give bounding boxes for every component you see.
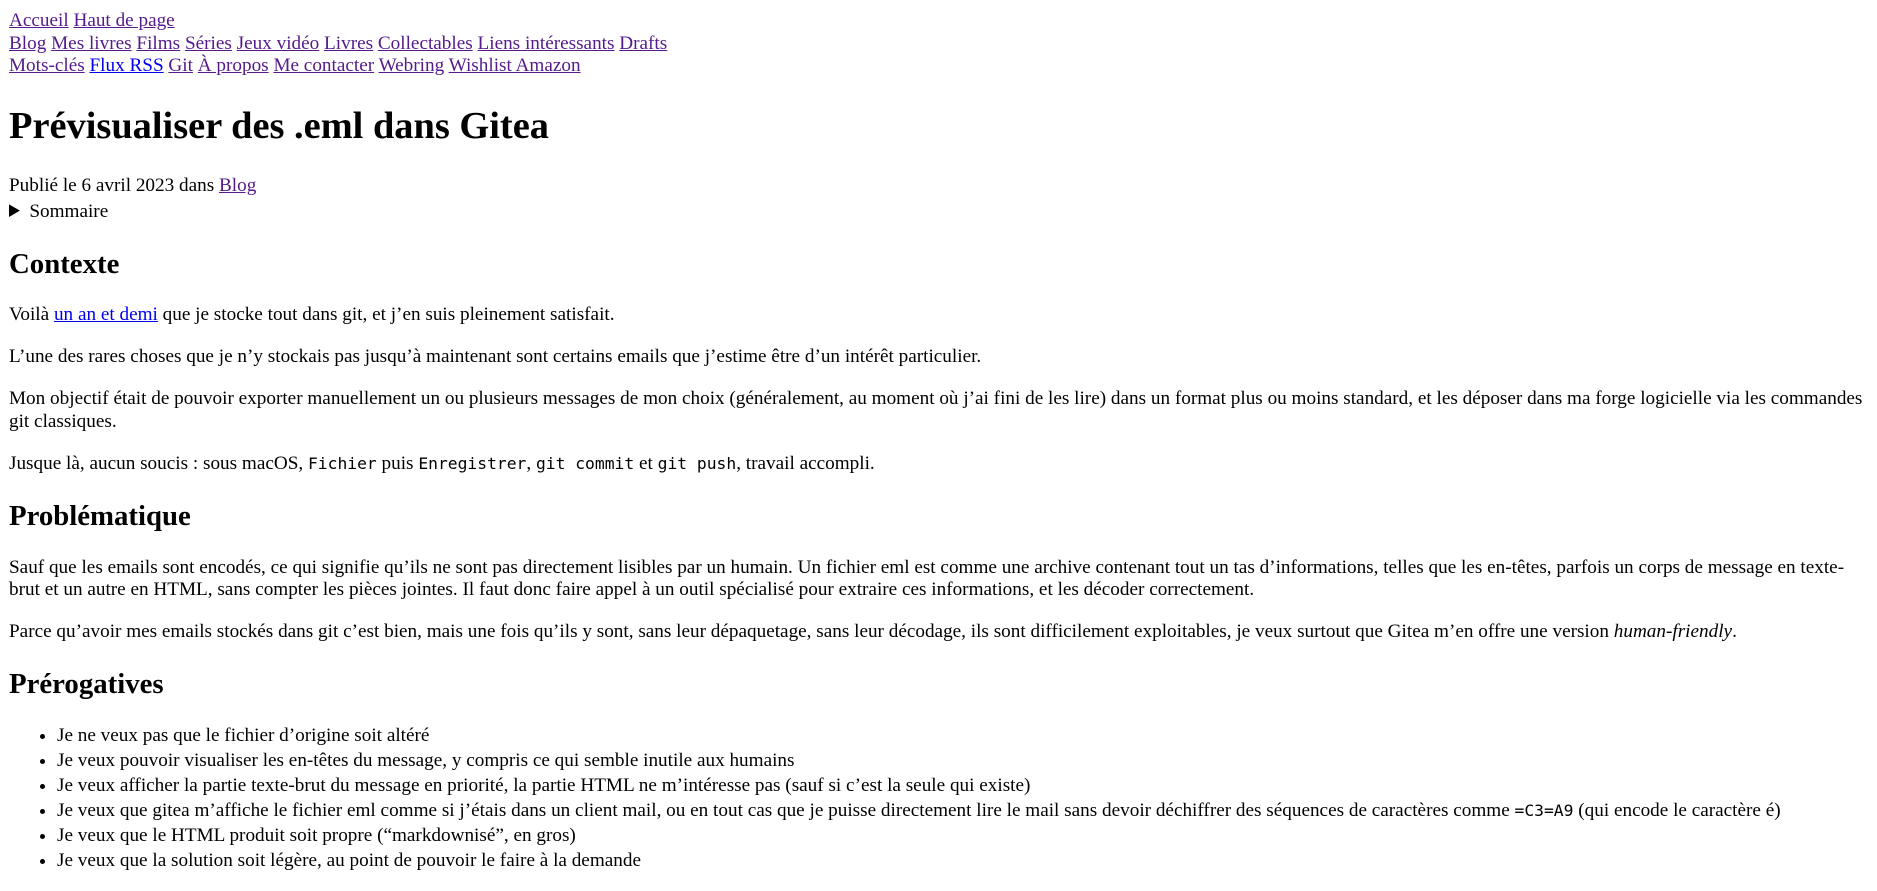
site-nav — [9, 10, 1868, 78]
emphasis-text: human-friendly — [1613, 621, 1733, 643]
list-item: • Je ne veux pas que le fichier d’origine soit altéré — [57, 725, 1868, 748]
nav-link-me-contacter[interactable]: Me contacter — [273, 55, 375, 77]
toc-summary-toggle[interactable]: Sommaire — [29, 200, 109, 222]
list-item: • Je veux que la solution soit légère, au point de pouvoir le faire à la demande — [57, 850, 1868, 873]
nav-link-liens-interessants[interactable]: Liens intéressants — [477, 32, 615, 54]
nav-link-mes-livres[interactable]: Mes livres — [51, 32, 132, 54]
inline-code: git commit — [535, 453, 635, 473]
article — [9, 104, 1868, 872]
inline-code: =C3=A9 — [1514, 800, 1574, 820]
published-meta: Publié le 6 avril 2023 dans Blog — [9, 175, 257, 197]
paragraph: Parce qu’avoir mes emails stockés dans git c’est bien, mais une fois qu’ils y sont, sans leur dépaquetage, sans leur décodage, ils sont difficilement exploitables, je veux surtout que Gitea m’en offre une version human-friendly. — [9, 621, 1737, 643]
nav-link-a-propos[interactable]: À propos — [197, 55, 269, 77]
nav-row-top — [9, 10, 1868, 33]
nav-link-livres[interactable]: Livres — [324, 32, 374, 54]
nav-link-haut-de-page[interactable]: Haut de page — [73, 10, 175, 31]
paragraph: L’une des rares choses que je n’y stockais pas jusqu’à maintenant sont certains emails que j’estime être d’un intérêt particulier. — [9, 346, 982, 368]
nav-link-jeux-video[interactable]: Jeux vidéo — [236, 32, 320, 54]
nav-row-meta — [9, 55, 1868, 78]
section-heading-prerogatives: Prérogatives — [9, 668, 164, 701]
section-heading-contexte: Contexte — [9, 248, 120, 281]
list-item: • Je veux pouvoir visualiser les en-têtes du message, y compris ce qui semble inutile aux humains — [57, 750, 1868, 773]
nav-link-webring[interactable]: Webring — [378, 55, 445, 77]
nav-link-flux-rss[interactable]: Flux RSS — [89, 55, 164, 77]
inline-code: Enregistrer — [418, 453, 527, 473]
inline-link[interactable]: Blog — [218, 175, 257, 197]
inline-link[interactable]: un an et demi — [53, 304, 158, 326]
paragraph: Voilà un an et demi que je stocke tout dans git, et j’en suis pleinement satisfait. — [9, 304, 615, 326]
inline-code: git push — [657, 453, 737, 473]
nav-link-blog[interactable]: Blog — [9, 32, 47, 54]
page-title: Prévisualiser des .eml dans Gitea — [9, 105, 549, 148]
paragraph: Jusque là, aucun soucis : sous macOS, Fichier puis Enregistrer, git commit et git push, travail accompli. — [9, 452, 875, 474]
list-item: • Je veux afficher la partie texte-brut du message en priorité, la partie HTML ne m’intéresse pas (sauf si c’est la seule qui existe) — [57, 775, 1868, 798]
nav-row-sections — [9, 33, 1868, 56]
list-item: • Je veux que gitea m’affiche le fichier eml comme si j’étais dans un client mail, ou en tout cas que je puisse directement lire le mail sans devoir déchiffrer des séquences de caractères comme =C3=A9 (qui encode le caractère é) — [57, 800, 1868, 823]
paragraph: Sauf que les emails sont encodés, ce qui signifie qu’ils ne sont pas directement lisibles par un humain. Un fichier eml est comme une archive contenant tout un tas d’informations, telles que les en-têtes, parfois un corps de message en texte-brut et un autre en HTML, sans compter les pièces jointes. Il faut donc faire appel à un outil spécialisé pour extraire ces informations, et les décoder correctement. — [9, 556, 1845, 601]
nav-link-wishlist-amazon[interactable]: Wishlist Amazon — [448, 55, 581, 77]
paragraph: Mon objectif était de pouvoir exporter manuellement un ou plusieurs messages de mon choix (généralement, au moment où j’ai fini de les lire) dans un format plus ou moins standard, et les déposer dans ma forge logicielle via les commandes git classiques. — [9, 388, 1863, 432]
section-heading-problematique: Problématique — [9, 500, 191, 533]
nav-link-series[interactable]: Séries — [184, 32, 232, 54]
nav-link-drafts[interactable]: Drafts — [619, 32, 668, 54]
inline-code: Fichier — [307, 453, 377, 473]
nav-link-films[interactable]: Films — [136, 32, 181, 54]
table-of-contents — [9, 201, 1868, 224]
prerogatives-list — [9, 725, 1868, 872]
nav-link-mots-cles[interactable]: Mots-clés — [9, 55, 85, 77]
nav-link-collectables[interactable]: Collectables — [377, 32, 473, 54]
nav-link-accueil[interactable]: Accueil — [9, 10, 69, 31]
list-item: • Je veux que le HTML produit soit propre (“markdownisé”, en gros) — [57, 825, 1868, 848]
nav-link-git[interactable]: Git — [168, 55, 193, 77]
